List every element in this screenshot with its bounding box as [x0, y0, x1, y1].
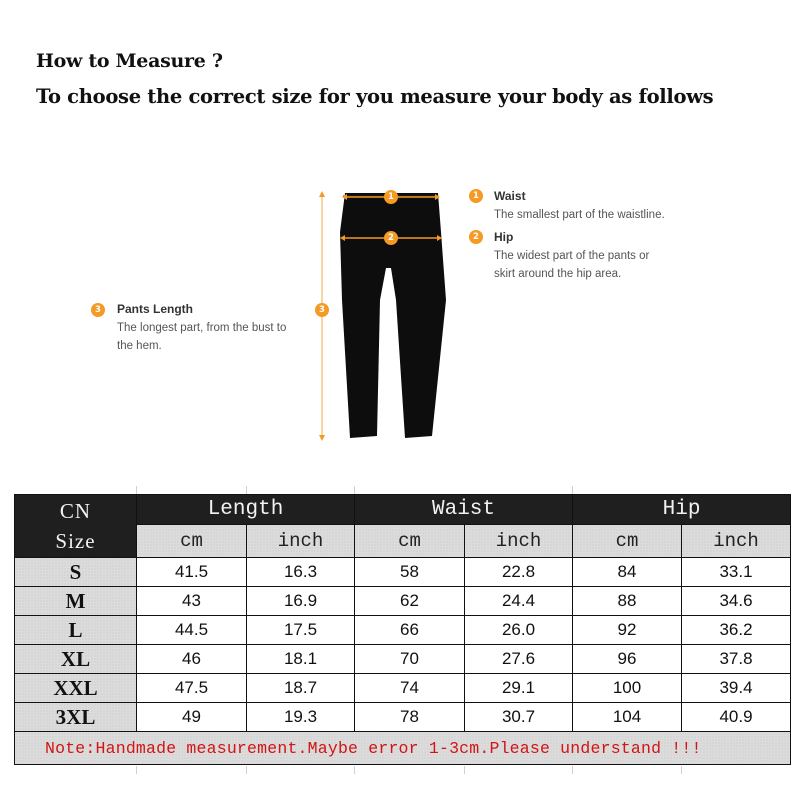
table-cell: 92 — [573, 616, 682, 645]
table-cell: 18.7 — [247, 674, 355, 703]
unit-header: inch — [465, 525, 573, 558]
grid-tick — [354, 486, 355, 494]
table-cell: 62 — [355, 587, 465, 616]
grid-tick — [136, 486, 137, 494]
grid-tick — [572, 766, 573, 774]
unit-header: cm — [573, 525, 682, 558]
table-cell: 104 — [573, 703, 682, 732]
table-cell: 78 — [355, 703, 465, 732]
legend-title-waist: Waist — [494, 189, 526, 203]
legend-title-hip: Hip — [494, 230, 514, 244]
table-cell: 37.8 — [682, 645, 791, 674]
grid-tick — [246, 766, 247, 774]
measurement-note: Note:Handmade measurement.Maybe error 1-3cm.Please understand !!! — [15, 732, 791, 765]
table-header-row — [15, 495, 791, 525]
table-cell: 39.4 — [682, 674, 791, 703]
unit-header: inch — [682, 525, 791, 558]
table-cell: 43 — [137, 587, 247, 616]
table-cell: 66 — [355, 616, 465, 645]
marker-waist: 1 — [384, 190, 398, 204]
legend-desc-waist: The smallest part of the waistline. — [494, 209, 665, 221]
grid-tick — [246, 486, 247, 494]
table-cell: 70 — [355, 645, 465, 674]
table-row — [15, 587, 791, 616]
page-subtitle: To choose the correct size for you measure your body as follows — [36, 85, 714, 108]
table-cell: 49 — [137, 703, 247, 732]
group-header-hip: Hip — [573, 495, 791, 525]
table-cell: 24.4 — [465, 587, 573, 616]
table-cell: 19.3 — [247, 703, 355, 732]
grid-tick — [136, 766, 137, 774]
size-label: XL — [15, 645, 137, 674]
unit-header: inch — [247, 525, 355, 558]
size-label: 3XL — [15, 703, 137, 732]
size-chart-table — [14, 494, 791, 765]
size-label: S — [15, 558, 137, 587]
table-cell: 34.6 — [682, 587, 791, 616]
table-cell: 29.1 — [465, 674, 573, 703]
table-cell: 47.5 — [137, 674, 247, 703]
table-cell: 30.7 — [465, 703, 573, 732]
marker-hip: 2 — [384, 231, 398, 245]
table-row — [15, 703, 791, 732]
legend-badge-length: 3 — [91, 303, 105, 317]
table-cell: 16.9 — [247, 587, 355, 616]
grid-tick — [681, 766, 682, 774]
legend-desc-length: The longest part, from the bust to the hem. — [117, 322, 287, 352]
size-label: L — [15, 616, 137, 645]
table-cell: 100 — [573, 674, 682, 703]
table-cell: 36.2 — [682, 616, 791, 645]
table-cell: 46 — [137, 645, 247, 674]
table-cell: 84 — [573, 558, 682, 587]
table-cell: 33.1 — [682, 558, 791, 587]
table-row — [15, 674, 791, 703]
table-cell: 22.8 — [465, 558, 573, 587]
table-cell: 74 — [355, 674, 465, 703]
table-cell: 27.6 — [465, 645, 573, 674]
legend-desc-hip: The widest part of the pants or skirt around the hip area. — [494, 250, 650, 280]
table-row — [15, 558, 791, 587]
legend-badge-hip: 2 — [469, 230, 483, 244]
size-label: XXL — [15, 674, 137, 703]
table-cell: 26.0 — [465, 616, 573, 645]
table-cell: 17.5 — [247, 616, 355, 645]
table-cell: 16.3 — [247, 558, 355, 587]
table-cell: 41.5 — [137, 558, 247, 587]
unit-header: cm — [137, 525, 247, 558]
grid-tick — [464, 766, 465, 774]
grid-tick — [354, 766, 355, 774]
marker-length: 3 — [315, 303, 329, 317]
legend-title-length: Pants Length — [117, 302, 194, 316]
table-cell: 44.5 — [137, 616, 247, 645]
table-cell: 58 — [355, 558, 465, 587]
group-header-length: Length — [137, 495, 355, 525]
legend-badge-waist: 1 — [469, 189, 483, 203]
page-title: How to Measure ? — [36, 50, 223, 72]
size-label: M — [15, 587, 137, 616]
table-cell: 40.9 — [682, 703, 791, 732]
size-column-header: CN Size — [15, 495, 137, 558]
table-row — [15, 616, 791, 645]
grid-tick — [572, 486, 573, 494]
table-cell: 88 — [573, 587, 682, 616]
unit-header: cm — [355, 525, 465, 558]
note-row — [15, 732, 791, 765]
table-cell: 96 — [573, 645, 682, 674]
table-row — [15, 645, 791, 674]
group-header-waist: Waist — [355, 495, 573, 525]
table-cell: 18.1 — [247, 645, 355, 674]
